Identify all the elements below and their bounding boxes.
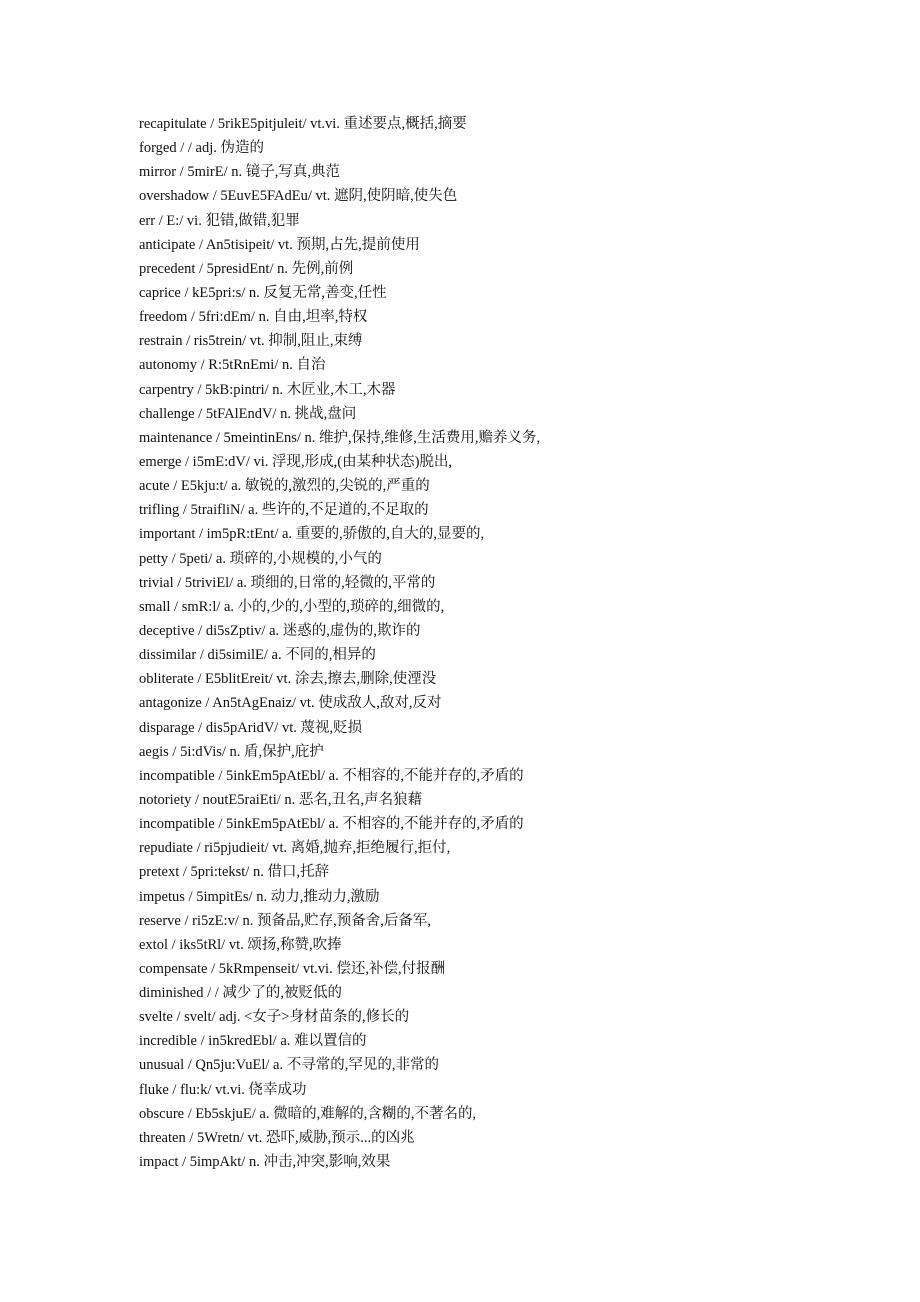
vocabulary-entry: mirror / 5mirE/ n. 镜子,写真,典范 xyxy=(139,164,340,181)
vocabulary-entry: svelte / svelt/ adj. <女子>身材苗条的,修长的 xyxy=(139,1009,410,1026)
vocabulary-entry: freedom / 5fri:dEm/ n. 自由,坦率,特权 xyxy=(139,309,368,326)
vocabulary-entry: incompatible / 5inkEm5pAtEbl/ a. 不相容的,不能并存的,矛盾的 xyxy=(139,816,524,833)
vocabulary-entry: emerge / i5mE:dV/ vi. 浮现,形成,(由某种状态)脱出, xyxy=(139,453,453,470)
vocabulary-entry: incredible / in5kredEbl/ a. 难以置信的 xyxy=(139,1033,367,1050)
vocabulary-entry: trivial / 5triviEl/ a. 琐细的,日常的,轻微的,平常的 xyxy=(139,574,436,591)
vocabulary-entry: impetus / 5impitEs/ n. 动力,推动力,激励 xyxy=(139,888,380,905)
vocabulary-entry: fluke / flu:k/ vt.vi. 侥幸成功 xyxy=(139,1081,307,1098)
vocabulary-entry: restrain / ris5trein/ vt. 抑制,阻止,束缚 xyxy=(139,333,363,350)
vocabulary-entry: anticipate / An5tisipeit/ vt. 预期,占先,提前使用 xyxy=(139,236,420,253)
vocabulary-entry: repudiate / ri5pjudieit/ vt. 离婚,抛弃,拒绝履行,拒付, xyxy=(139,840,451,857)
vocabulary-entry: challenge / 5tFAlEndV/ n. 挑战,盘问 xyxy=(139,405,357,422)
vocabulary-entry: caprice / kE5pri:s/ n. 反复无常,善变,任性 xyxy=(139,284,387,301)
vocabulary-entry: small / smR:l/ a. 小的,少的,小型的,琐碎的,细微的, xyxy=(139,598,445,615)
vocabulary-entry: forged / / adj. 伪造的 xyxy=(139,140,264,157)
vocabulary-entry: maintenance / 5meintinEns/ n. 维护,保持,维修,生活费用,赡养义务, xyxy=(139,429,541,446)
vocabulary-entry: incompatible / 5inkEm5pAtEbl/ a. 不相容的,不能并存的,矛盾的 xyxy=(139,767,524,784)
vocabulary-entry: acute / E5kju:t/ a. 敏锐的,激烈的,尖锐的,严重的 xyxy=(139,478,430,495)
vocabulary-entry: err / E:/ vi. 犯错,做错,犯罪 xyxy=(139,212,300,229)
vocabulary-entry: deceptive / di5sZptiv/ a. 迷惑的,虚伪的,欺诈的 xyxy=(139,622,421,639)
vocabulary-entry: diminished / / 减少了的,被贬低的 xyxy=(139,985,342,1002)
vocabulary-entry: precedent / 5presidEnt/ n. 先例,前例 xyxy=(139,260,354,277)
vocabulary-entry: dissimilar / di5similE/ a. 不同的,相异的 xyxy=(139,647,376,664)
vocabulary-entry: antagonize / An5tAgEnaiz/ vt. 使成敌人,敌对,反对 xyxy=(139,695,442,712)
vocabulary-entry: important / im5pR:tEnt/ a. 重要的,骄傲的,自大的,显要的, xyxy=(139,526,485,543)
vocabulary-entry: petty / 5peti/ a. 琐碎的,小规模的,小气的 xyxy=(139,550,382,567)
vocabulary-entry: recapitulate / 5rikE5pitjuleit/ vt.vi. 重述要点,概括,摘要 xyxy=(139,116,467,132)
vocabulary-entry: obliterate / E5blitEreit/ vt. 涂去,擦去,删除,使湮没 xyxy=(139,671,437,688)
vocabulary-entry: compensate / 5kRmpenseit/ vt.vi. 偿还,补偿,付报酬 xyxy=(139,960,446,977)
vocabulary-entry: trifling / 5traifliN/ a. 些许的,不足道的,不足取的 xyxy=(139,502,429,519)
vocabulary-entry: unusual / Qn5ju:VuEl/ a. 不寻常的,罕见的,非常的 xyxy=(139,1057,439,1074)
vocabulary-entry: threaten / 5Wretn/ vt. 恐吓,威胁,预示...的凶兆 xyxy=(139,1129,415,1146)
vocabulary-entry: autonomy / R:5tRnEmi/ n. 自治 xyxy=(139,357,326,374)
vocabulary-entry: overshadow / 5EuvE5FAdEu/ vt. 遮阴,使阴暗,使失色 xyxy=(139,188,458,205)
vocabulary-entry: reserve / ri5zE:v/ n. 预备品,贮存,预备舍,后备军, xyxy=(139,912,431,929)
vocabulary-entry: carpentry / 5kB:pintri/ n. 木匠业,木工,木器 xyxy=(139,381,396,398)
vocabulary-entry: impact / 5impAkt/ n. 冲击,冲突,影响,效果 xyxy=(139,1154,391,1171)
vocabulary-entry: pretext / 5pri:tekst/ n. 借口,托辞 xyxy=(139,864,330,881)
vocabulary-entry: notoriety / noutE5raiEti/ n. 恶名,丑名,声名狼藉 xyxy=(139,791,423,808)
vocabulary-entry: aegis / 5i:dVis/ n. 盾,保护,庇护 xyxy=(139,743,324,760)
vocabulary-entry: disparage / dis5pAridV/ vt. 蔑视,贬损 xyxy=(139,719,363,736)
vocabulary-entry: extol / iks5tRl/ vt. 颂扬,称赞,吹捧 xyxy=(139,936,342,953)
vocabulary-list xyxy=(139,112,879,1174)
vocabulary-entry: obscure / Eb5skjuE/ a. 微暗的,难解的,含糊的,不著名的, xyxy=(139,1105,477,1122)
